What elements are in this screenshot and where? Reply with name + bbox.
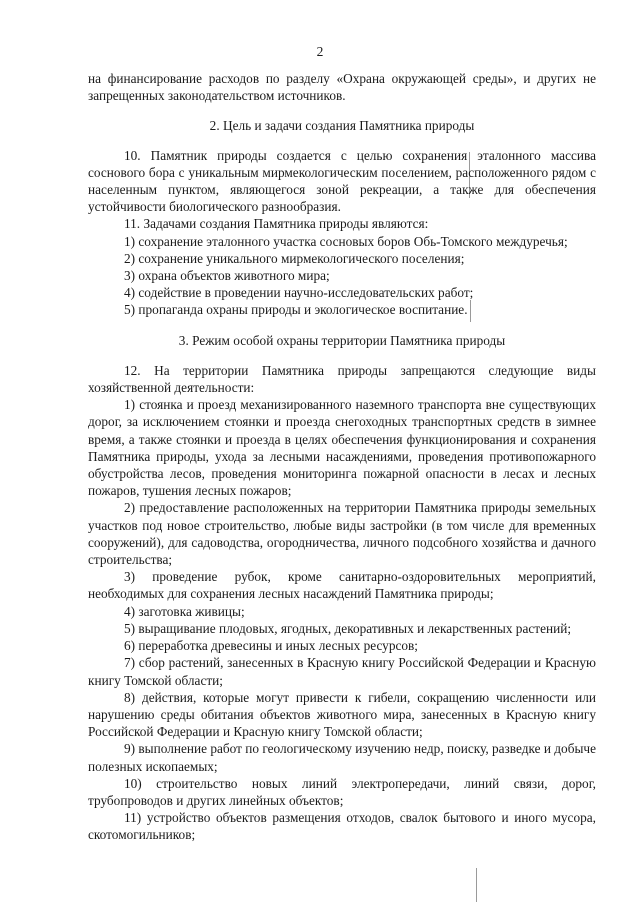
prohibited-item: 7) сбор растений, занесенных в Красную книгу Российской Федерации и Красную книгу Томской области; xyxy=(88,655,596,688)
paragraph-12-intro: 12. На территории Памятника природы запрещаются следующие виды хозяйственной деятельности: xyxy=(88,362,596,396)
paragraph-10: 10. Памятник природы создается с целью сохранения эталонного массива соснового бора с уникальным мирмекологическим поселением, расположенного рядом с населенным пунктом, являющегося зоной рекреации, а также для обеспечения устойчивости биологического разнообразия. xyxy=(88,147,596,215)
paragraph-11-intro: 11. Задачами создания Памятника природы являются: xyxy=(124,216,429,232)
intro-paragraph: на финансирование расходов по разделу «Охрана окружающей среды», и других не запрещенных законодательством источников. xyxy=(88,71,596,104)
page-number: 2 xyxy=(316,44,324,59)
tasks-list xyxy=(88,233,596,319)
prohibited-item: 8) действия, которые могут привести к гибели, сокращению численности или нарушению среды обитания объектов животного мира, занесенных в Красную книгу Российской Федерации и Красную книгу Томской области; xyxy=(88,689,596,740)
prohibited-item: 11) устройство объектов размещения отходов, свалок бытового и иного мусора, скотомогильников; xyxy=(88,810,596,843)
prohibited-activities-list xyxy=(88,396,596,843)
document-body xyxy=(88,70,596,844)
prohibited-item: 10) строительство новых линий электропередачи, линий связи, дорог, трубопроводов и других линейных объектов; xyxy=(88,775,596,808)
prohibited-item: 4) заготовка живицы; xyxy=(124,603,245,619)
task-item: 1) сохранение эталонного участка сосновых боров Обь-Томского междуречья; xyxy=(124,233,568,249)
task-item: 5) пропаганда охраны природы и экологическое воспитание. xyxy=(124,302,468,318)
prohibited-item: 6) переработка древесины и иных лесных ресурсов; xyxy=(124,638,418,654)
task-item: 2) сохранение уникального мирмекологического поселения; xyxy=(124,250,465,266)
section-3-heading: 3. Режим особой охраны территории Памятника природы xyxy=(178,332,506,348)
task-item: 3) охрана объектов животного мира; xyxy=(124,268,330,284)
prohibited-item: 9) выполнение работ по геологическому изучению недр, поиску, разведке и добыче полезных ископаемых; xyxy=(88,741,596,774)
prohibited-item: 1) стоянка и проезд механизированного наземного транспорта вне существующих дорог, за исключением стоянки и проезда снегоходных транспортных средств в зимнее время, а также стоянки и проезда в целях обеспечения функционирования и сохранения Памятника природы, ухода за лесными насаждениями, проведения противопожарного обустройства лесов, проведения мониторинга пожарной опасности в лесах и лесных пожаров, тушения лесных пожаров; xyxy=(88,397,596,499)
section-2-heading: 2. Цель и задачи создания Памятника природы xyxy=(209,118,475,134)
prohibited-item: 5) выращивание плодовых, ягодных, декоративных и лекарственных растений; xyxy=(124,620,572,636)
task-item: 4) содействие в проведении научно-исследовательских работ; xyxy=(124,285,474,301)
prohibited-item: 2) предоставление расположенных на территории Памятника природы земельных участков под новое строительство, любые виды застройки (в том числе для временных сооружений), для садоводства, огородничества, личного подсобного хозяйства и дачного строительства; xyxy=(88,500,596,568)
scan-crease-mark xyxy=(476,868,477,902)
prohibited-item: 3) проведение рубок, кроме санитарно-оздоровительных мероприятий, необходимых для сохранения лесных насаждений Памятника природы; xyxy=(88,569,596,602)
